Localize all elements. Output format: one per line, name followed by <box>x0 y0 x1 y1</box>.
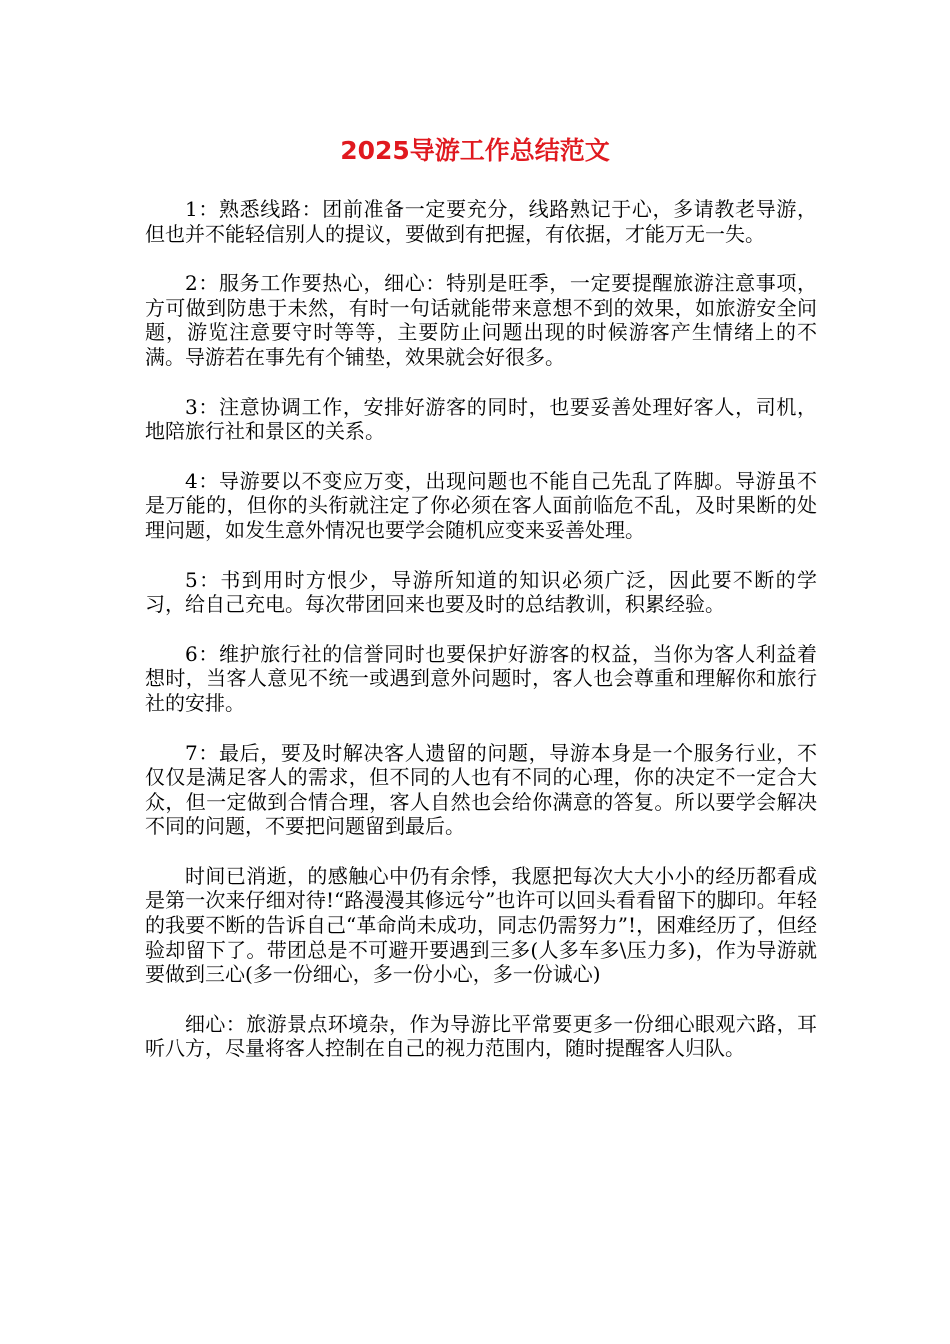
paragraph-4: 4：导游要以不变应万变，出现问题也不能自己先乱了阵脚。导游虽不是万能的，但你的头衔就注定了你必须在客人面前临危不乱，及时果断的处理问题，如发生意外情况也要学会随机应变来妥善处理。 <box>145 468 817 542</box>
paragraph-careful: 细心：旅游景点环境杂，作为导游比平常要更多一份细心眼观六路，耳听八方，尽量将客人控制在自己的视力范围内，随时提醒客人归队。 <box>145 1011 817 1061</box>
paragraph-6: 6：维护旅行社的信誉同时也要保护好游客的权益，当你为客人利益着想时，当客人意见不统一或遇到意外问题时，客人也会尊重和理解你和旅行社的安排。 <box>145 641 817 715</box>
document-title: 2025导游工作总结范文 <box>340 136 610 165</box>
paragraph-7: 7：最后，要及时解决客人遗留的问题，导游本身是一个服务行业，不仅仅是满足客人的需求，但不同的人也有不同的心理，你的决定不一定合大众，但一定做到合情合理，客人自然也会给你满意的答复。所以要学会解决不同的问题，不要把问题留到最后。 <box>145 740 817 839</box>
paragraph-5: 5：书到用时方恨少，导游所知道的知识必须广泛，因此要不断的学习，给自己充电。每次带团回来也要及时的总结教训，积累经验。 <box>145 567 817 617</box>
paragraph-1: 1：熟悉线路：团前准备一定要充分，线路熟记于心，多请教老导游，但也并不能轻信别人的提议，要做到有把握，有依据，才能万无一失。 <box>145 197 817 246</box>
paragraph-2: 2：服务工作要热心，细心：特别是旺季，一定要提醒旅游注意事项，方可做到防患于未然，有时一句话就能带来意想不到的效果，如旅游安全问题，游览注意要守时等等，主要防止问题出现的时候游客产生情绪上的不满。导游若在事先有个铺垫，效果就会好很多。 <box>145 271 817 369</box>
document-body <box>145 197 817 1086</box>
paragraph-3: 3：注意协调工作，安排好游客的同时，也要妥善处理好客人，司机，地陪旅行社和景区的关系。 <box>145 394 817 444</box>
paragraph-reflection: 时间已消逝，的感触心中仍有余悸，我愿把每次大大小小的经历都看成是第一次来仔细对待!“路漫漫其修远兮”也许可以回头看看留下的脚印。年轻的我要不断的告诉自己“革命尚未成功，同志仍需努力”!，困难经历了，但经验却留下了。带团总是不可避开要遇到三多(人多车多\压力多)，作为导游就要做到三心(多一份细心，多一份小心，多一份诚心) <box>145 863 817 987</box>
